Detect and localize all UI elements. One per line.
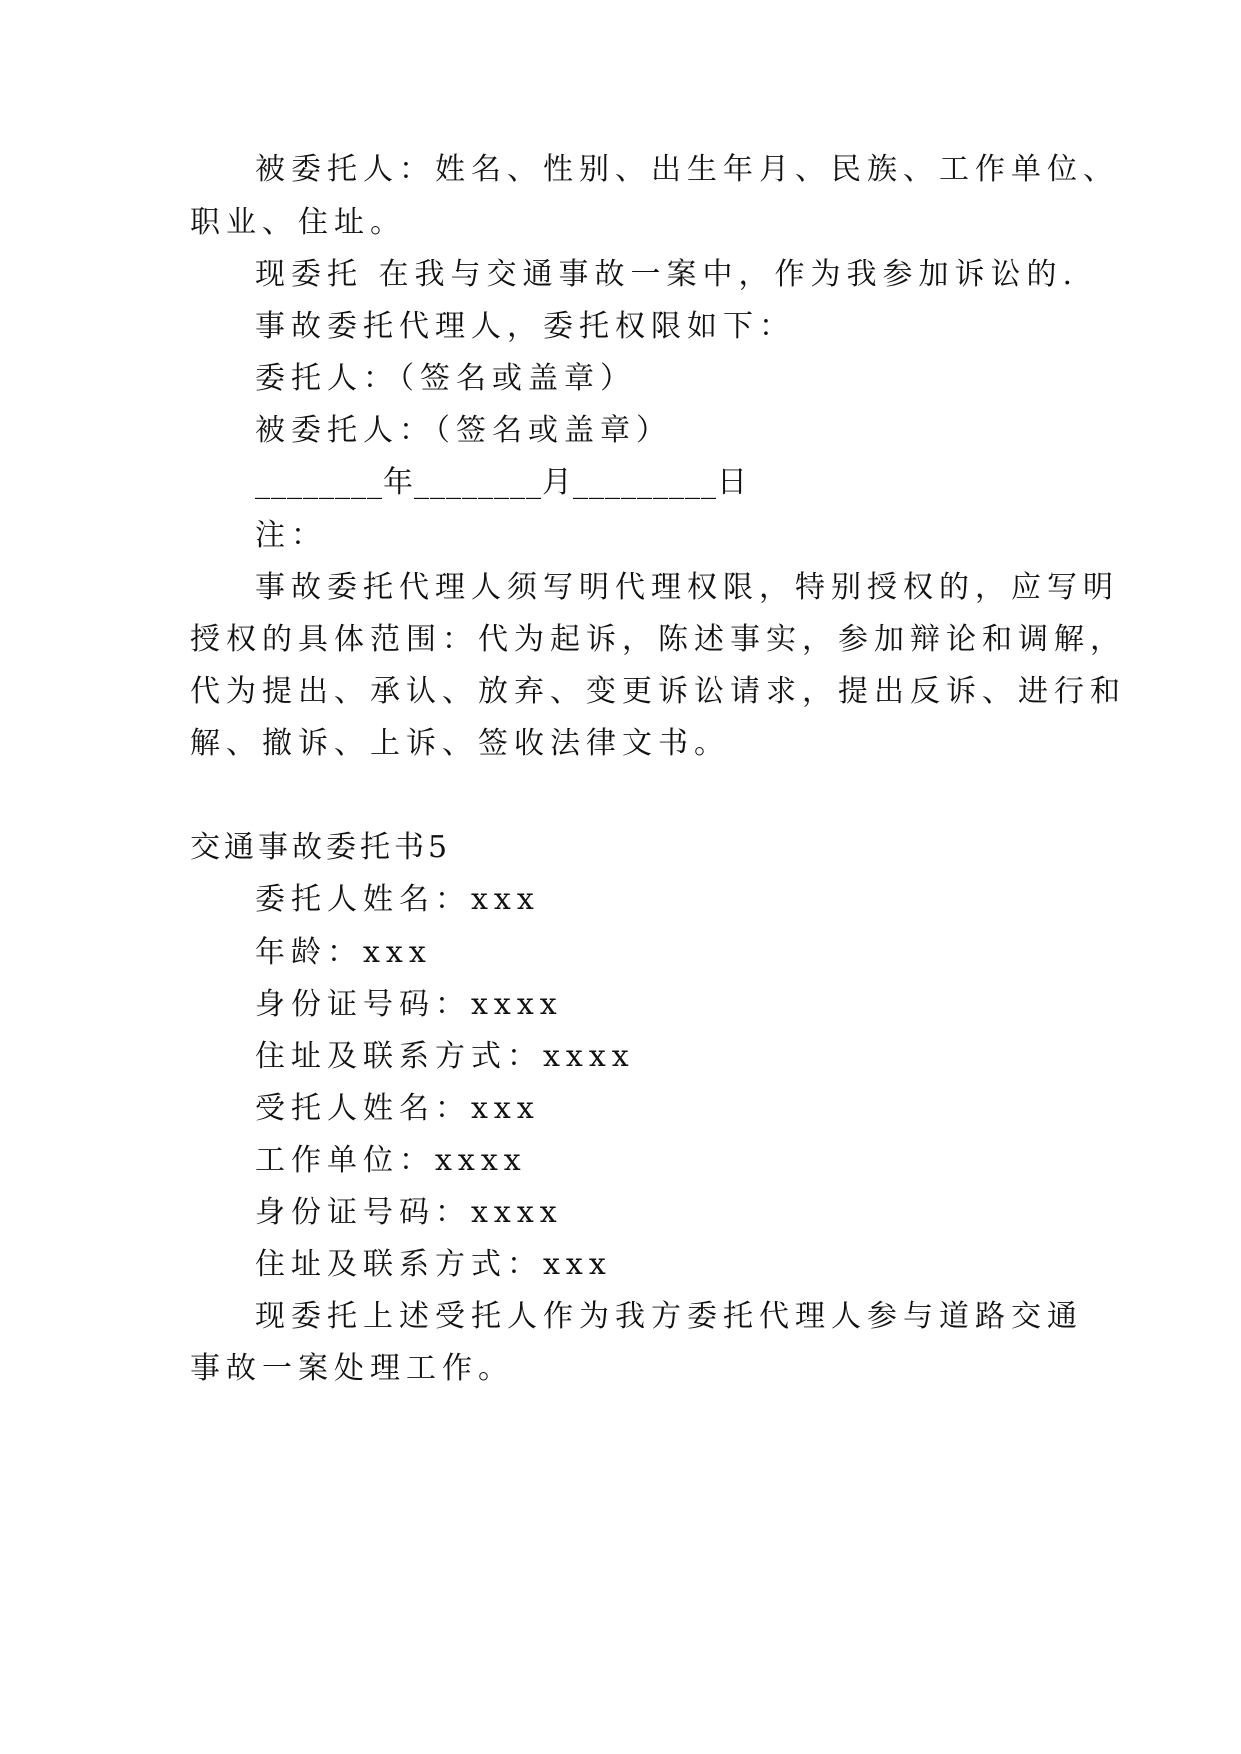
paragraph-line: 代为提出、承认、放弃、变更诉讼请求，提出反诉、进行和 <box>190 674 1126 709</box>
paragraph-line: 被委托人：姓名、性别、出生年月、民族、工作单位、 <box>255 152 1119 187</box>
field-line: 身份证号码：xxxx <box>255 1195 563 1230</box>
signature-line-principal: 委托人：（签名或盖章） <box>255 361 636 396</box>
paragraph-line: 现委托上述受托人作为我方委托代理人参与道路交通 <box>255 1299 1083 1334</box>
field-line: 受托人姓名：xxx <box>255 1091 540 1126</box>
field-line: 住址及联系方式：xxx <box>255 1247 612 1282</box>
field-line: 住址及联系方式：xxxx <box>255 1039 635 1074</box>
field-line: 工作单位：xxxx <box>255 1143 527 1178</box>
section-title: 交通事故委托书5 <box>190 830 452 865</box>
date-line: ________年________月_________日 <box>255 465 748 500</box>
paragraph-line: 事故委托代理人，委托权限如下： <box>255 309 795 344</box>
paragraph-line: 授权的具体范围：代为起诉，陈述事实，参加辩论和调解， <box>190 622 1126 657</box>
field-line: 委托人姓名：xxx <box>255 882 540 917</box>
paragraph-line: 事故委托代理人须写明代理权限，特别授权的，应写明 <box>255 570 1119 605</box>
signature-line-agent: 被委托人：（签名或盖章） <box>255 413 672 448</box>
field-line: 身份证号码：xxxx <box>255 987 563 1022</box>
field-line: 年龄：xxx <box>255 935 432 970</box>
note-label: 注： <box>255 518 327 553</box>
paragraph-line: 现委托 在我与交通事故一案中，作为我参加诉讼的. <box>255 257 1079 292</box>
paragraph-line: 解、撤诉、上诉、签收法律文书。 <box>190 726 730 761</box>
paragraph-line: 事故一案处理工作。 <box>190 1351 514 1386</box>
paragraph-line: 职业、住址。 <box>190 205 406 240</box>
